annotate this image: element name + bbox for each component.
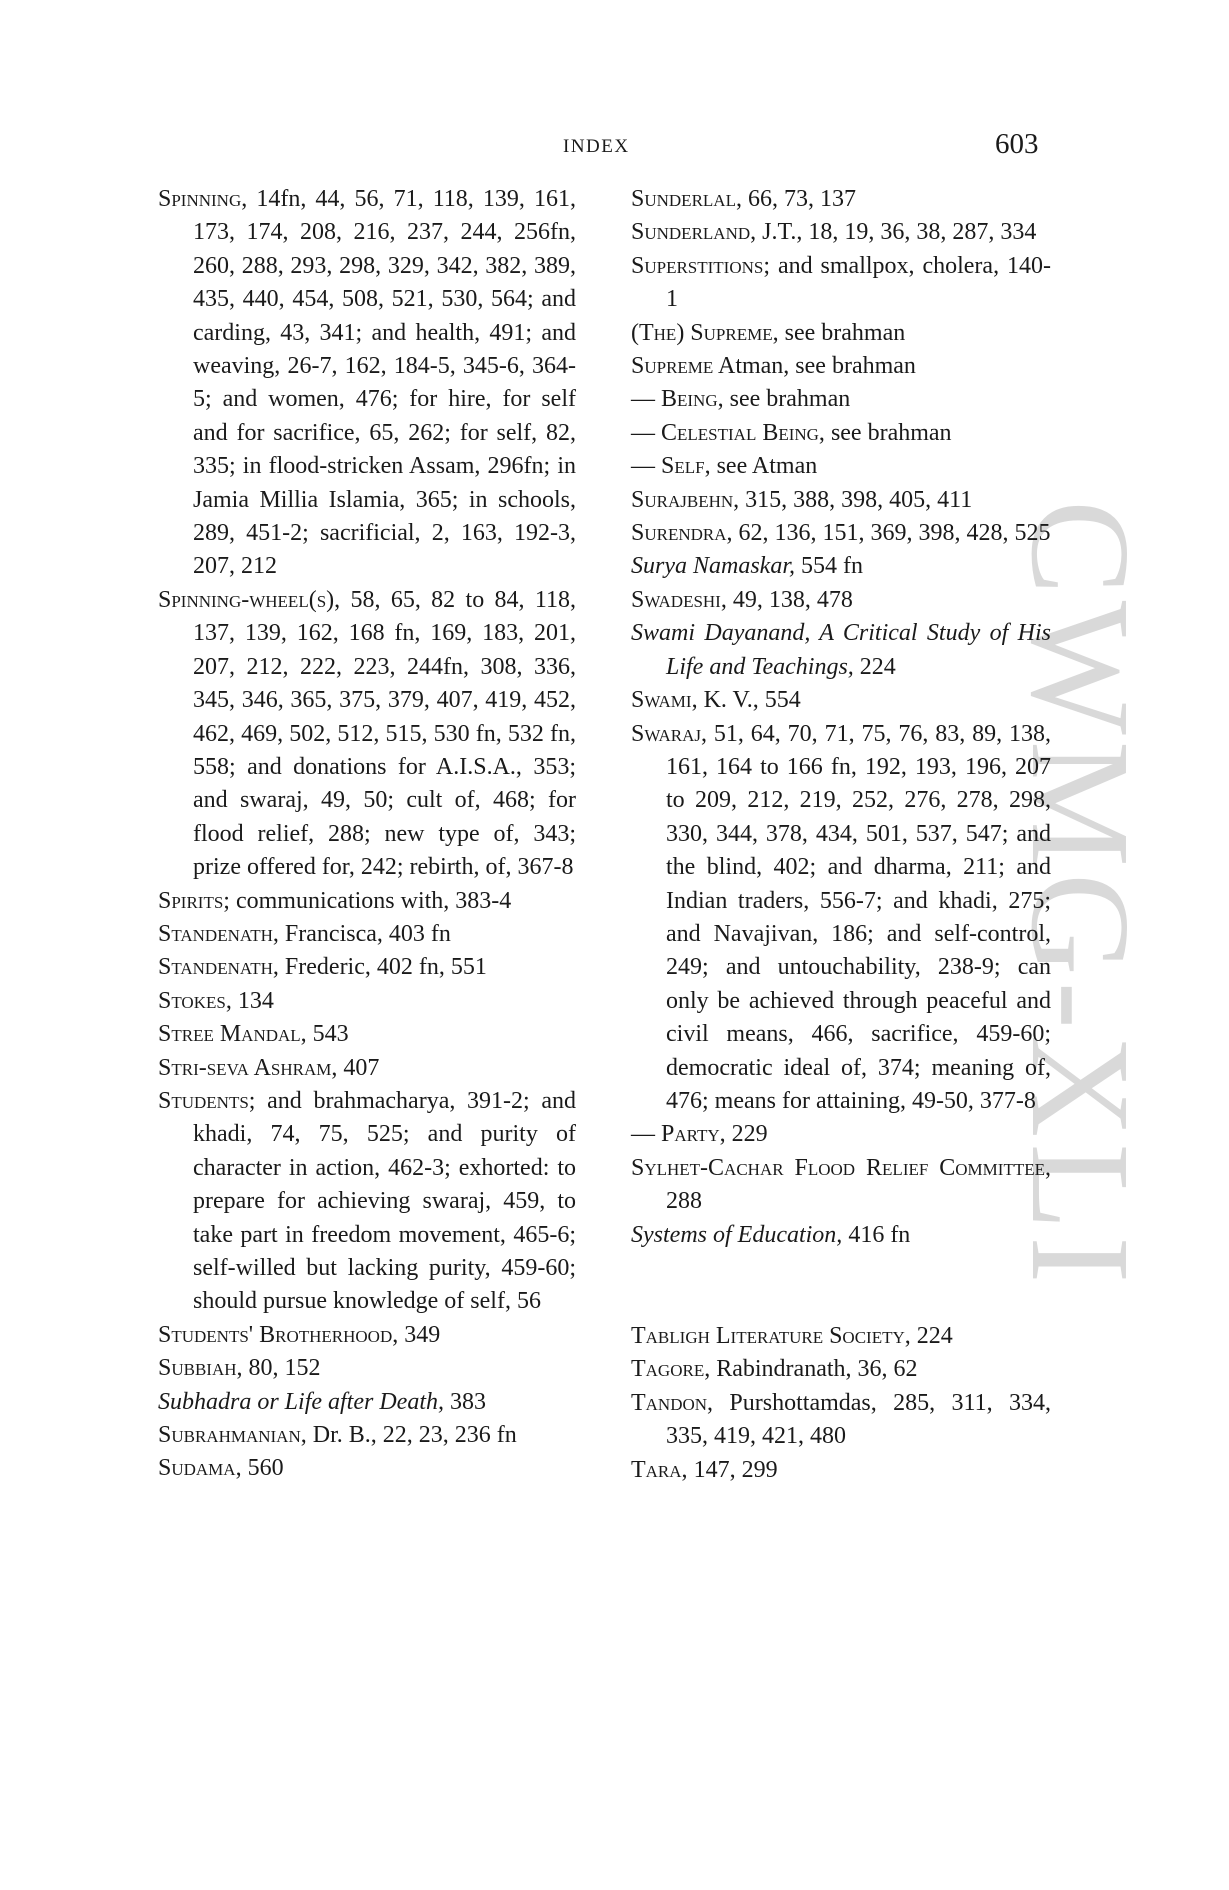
index-entry-heading: Surajbehn, <box>631 486 740 513</box>
section-gap <box>631 1252 1051 1320</box>
index-entry-references: 58, 65, 82 to 84, 118, 137, 139, 162, 168 fn, 169, 183, 201, 207, 212, 222, 223, 244fn, 308, 336, 345, 346, 365, 375, 379, 407, 419, 452, 462, 469, 502, 512, 515, 530 fn, 532 fn, 558; and donations for A.I.S.A., 353; and swaraj, 49, 50; cult of, 468; for flood relief, 288; new type of, 343; prize offered for, 242; rebirth, of, 367-8 <box>193 586 576 881</box>
index-entry <box>158 985 576 1018</box>
index-entry-heading: Swami, <box>631 687 698 714</box>
index-entry-heading: Spinning, <box>158 186 248 212</box>
index-entry <box>631 1353 1051 1386</box>
index-entry <box>158 1085 576 1319</box>
index-entry-references: 543 <box>306 1021 349 1048</box>
index-entry-references: Frederic, 402 fn, 551 <box>278 954 487 981</box>
index-entry-references: 14fn, 44, 56, 71, 118, 139, 161, 173, 174, 208, 216, 237, 244, 256fn, 260, 288, 293, 298, 329, 342, 382, 389, 435, 440, 454, 508, 521, 530, 564; and carding, 43, 341; and health, 491; and weaving, 26-7, 162, 184-5, 345-6, 364-5; and women, 476; for hire, for self and for sacrifice, 65, 262; for self, 82, 335; in flood-stricken Assam, 296fn; in Jamia Millia Islamia, 365; in schools, 289, 451-2; sacrificial, 2, 163, 192-3, 207, 212 <box>193 186 576 580</box>
index-entry-references: 560 <box>241 1455 284 1482</box>
index-entry-references: Francisca, 403 fn <box>278 920 451 947</box>
index-entry-heading: Subbiah, <box>158 1355 243 1382</box>
index-entry-references: K. V., 554 <box>697 687 801 714</box>
index-entry-heading: Sudama, <box>158 1455 242 1482</box>
index-entry <box>158 1052 576 1085</box>
index-entry-heading: Sunderlal, <box>631 186 742 212</box>
index-entry-references: 147, 299 <box>687 1456 778 1483</box>
index-entry <box>158 584 576 885</box>
index-entry-heading: Standenath, <box>158 920 279 947</box>
index-entry-references: 416 fn <box>842 1221 911 1248</box>
index-entry-references: 49, 138, 478 <box>726 586 853 613</box>
index-entry-heading: Stokes, <box>158 987 232 1014</box>
index-entry-references: Rabindranath, 36, 62 <box>710 1356 918 1383</box>
index-entry <box>631 250 1051 317</box>
index-entry <box>631 1454 1051 1487</box>
index-entry-heading: Stri-seva Ashram, <box>158 1054 338 1081</box>
index-entry <box>158 951 576 984</box>
index-entry <box>631 417 1051 450</box>
index-entry <box>631 584 1051 617</box>
index-entry <box>631 1118 1051 1151</box>
index-entry-references: 288 <box>666 1188 702 1215</box>
index-entry <box>158 885 576 918</box>
index-entry-heading: Swadeshi, <box>631 586 727 613</box>
index-entry-heading: Spirits; <box>158 887 230 914</box>
index-entry-references: see brahman <box>824 419 952 446</box>
index-entry <box>158 918 576 951</box>
index-entry-heading: Supreme <box>631 353 714 380</box>
index-entry-references: J.T., 18, 19, 36, 38, 287, 334 <box>756 219 1037 246</box>
index-column-left <box>158 183 576 1486</box>
index-entry <box>631 317 1051 350</box>
index-entry-references: 407 <box>337 1054 380 1081</box>
index-entry <box>631 450 1051 483</box>
running-head: INDEX <box>563 136 630 157</box>
index-entry <box>158 1018 576 1051</box>
index-entry <box>158 1352 576 1385</box>
index-entry-heading: Sunderland, <box>631 219 757 246</box>
index-entry-heading: Superstitions; <box>631 252 771 279</box>
index-entry-references: Purshottamdas, 285, 311, 334, 335, 419, 421, 480 <box>666 1389 1051 1450</box>
index-entry-references: and smallpox, cholera, 140-1 <box>666 252 1051 313</box>
index-entry <box>631 617 1051 684</box>
index-entry-references: 383 <box>444 1388 486 1415</box>
index-entry-heading: Tara, <box>631 1456 688 1483</box>
index-entry-references: 134 <box>231 987 274 1014</box>
index-entry-references: see brahman <box>778 319 906 346</box>
index-entry <box>158 1419 576 1452</box>
index-entry <box>631 517 1051 550</box>
index-entry-heading: Swami Dayanand, A Critical Study of His Life and Teachings, <box>631 620 1051 680</box>
index-entry-references: 80, 152 <box>242 1355 321 1382</box>
index-entry-references: communications with, 383-4 <box>229 887 512 914</box>
index-entry-references: Atman, see brahman <box>713 353 916 380</box>
index-entry <box>158 183 576 584</box>
index-entry-heading: Students' Brotherhood, <box>158 1321 399 1348</box>
index-entry-heading: Tagore, <box>631 1356 711 1383</box>
index-entry-heading: Surendra, <box>631 520 733 547</box>
watermark: CWMG-XLI <box>1002 500 1160 1290</box>
index-entry <box>631 718 1051 1119</box>
index-entry <box>631 684 1051 717</box>
index-entry-heading: Sylhet-Cachar Flood Relief Committee, <box>631 1154 1051 1181</box>
index-entry <box>631 1320 1051 1353</box>
page-number: 603 <box>995 128 1039 160</box>
index-entry <box>158 1319 576 1352</box>
index-entry-heading: (The) Supreme, <box>631 319 779 346</box>
index-entry-heading: Subhadra or Life after Death, <box>158 1388 444 1415</box>
index-entry-heading: Students; <box>158 1087 256 1114</box>
index-entry-heading: — Party, <box>631 1121 726 1148</box>
index-entry-heading: Surya Namaskar, <box>631 553 796 580</box>
index-entry-heading: Swaraj, <box>631 720 708 747</box>
index-entry-references: Dr. B., 22, 23, 236 fn <box>306 1422 517 1449</box>
index-entry-references: 224 <box>853 653 896 680</box>
index-entry-references: 229 <box>725 1121 768 1148</box>
index-entry-heading: Tandon, <box>631 1389 714 1416</box>
index-entry-references: and brahmacharya, 391-2; and khadi, 74, 75, 525; and purity of character in action, 462-3; exhorted: to prepare for achieving swaraj, 459, to take part in freedom movement, 465-6; self-willed but lacking purity, 459-60; should pursue knowledge of self, 56 <box>193 1087 576 1315</box>
index-entry-heading: Tabligh Literature Society, <box>631 1323 911 1349</box>
index-entry-heading: — Being, <box>631 386 724 413</box>
index-entry-heading: Standenath, <box>158 954 279 981</box>
index-entry-references: see Atman <box>710 453 818 480</box>
index-entry <box>631 183 1051 216</box>
index-entry <box>631 1387 1051 1454</box>
index-entry <box>158 1452 576 1485</box>
index-entry-references: 66, 73, 137 <box>741 186 856 212</box>
index-entry <box>631 383 1051 416</box>
index-entry-references: 349 <box>398 1321 441 1348</box>
index-column-right <box>631 183 1051 1487</box>
index-entry-heading: Systems of Education, <box>631 1221 843 1248</box>
index-entry-heading: Stree Mandal, <box>158 1021 307 1048</box>
index-entry-references: see brahman <box>723 386 851 413</box>
index-entry-references: 62, 136, 151, 369, 398, 428, 525 <box>732 520 1051 547</box>
index-entry-heading: — Self, <box>631 453 711 480</box>
index-entry <box>631 1152 1051 1219</box>
index-entry <box>631 484 1051 517</box>
index-entry-references: 51, 64, 70, 71, 75, 76, 83, 89, 138, 161, 164 to 166 fn, 192, 193, 196, 207 to 209, 212, 219, 252, 276, 278, 298, 330, 344, 378, 434, 501, 537, 547; and the blind, 402; and dharma, 211; and Indian traders, 556-7; and khadi, 275; and Navajivan, 186; and self-control, 249; and untouchability, 238-9; can only be achieved through peaceful and civil means, 466, sacrifice, 459-60; democratic ideal of, 374; meaning of, 476; means for attaining, 49-50, 377-8 <box>666 720 1051 1114</box>
index-entry <box>158 1386 576 1419</box>
index-entry-heading: — Celestial Being, <box>631 419 825 446</box>
index-entry-heading: Spinning-wheel(s), <box>158 586 341 613</box>
index-entry <box>631 216 1051 249</box>
index-entry-references: 315, 388, 398, 405, 411 <box>739 486 973 513</box>
index-entry-references: 224 <box>910 1323 953 1349</box>
index-entry-heading: Subrahmanian, <box>158 1422 307 1449</box>
index-entry <box>631 1219 1051 1252</box>
index-entry-references: 554 fn <box>795 553 864 580</box>
index-entry <box>631 550 1051 583</box>
index-entry <box>631 350 1051 383</box>
